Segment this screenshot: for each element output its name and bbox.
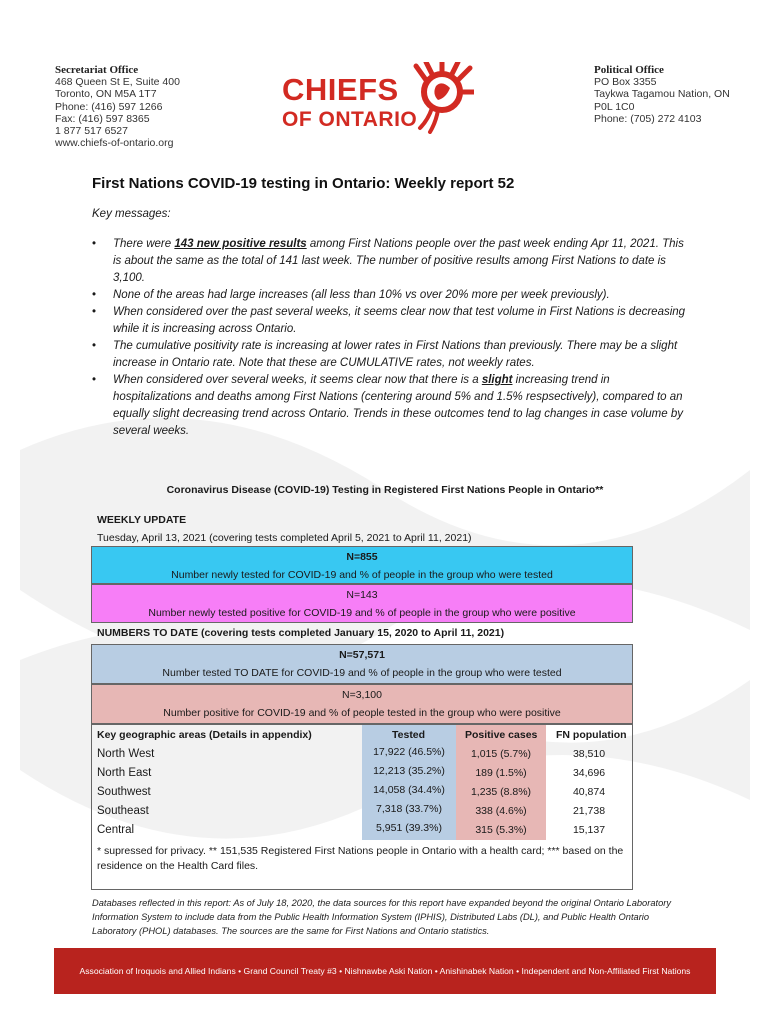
key-message-item: • When considered over the past several weeks, it seems clear now that test volume in First Nations is decreasing while it is increasing across Ontario. [92, 304, 687, 338]
logo-text-of-ontario: OF ONTARIO [282, 108, 418, 131]
table-title: Coronavirus Disease (COVID-19) Testing in Registered First Nations People in Ontario** [166, 484, 604, 496]
emphasis-text: slight [481, 374, 513, 386]
databases-note: Databases reflected in this report: As of July 18, 2020, the data sources for this report have expanded beyond the original Ontario Laboratory Information System to include data from the Public Health Information System (IPHIS), Distributed Labs (DL), and Public Health Ontario Laboratory (PHOL) databases. The sources are the same for First Nations and Ontario statistics. [92, 898, 671, 936]
key-messages-list [92, 236, 687, 440]
phone-line: Phone: (705) 272 4103 [594, 112, 702, 125]
bullet-text: increasing trend in hospitalizations and deaths among First Nations (centering around 5% and 1.5% respsectively), compared to an equally slight decreasing trend across Ontario. Trends in these outcomes tend to lag changes in case volume by several weeks. [113, 374, 683, 437]
header-geographic-areas: Key geographic areas (Details in appendix) [97, 729, 312, 741]
population-value: 15,137 [572, 824, 606, 836]
bullet-text: There were [113, 238, 175, 250]
phone-line: Phone: (416) 597 1266 [55, 100, 163, 113]
feathered-head-emblem-icon [412, 62, 474, 134]
todate-positive-description: Number positive for COVID-19 and % of people tested in the group who were positive [163, 707, 561, 719]
emphasis-text: 143 new positive results [174, 238, 307, 250]
positive-value: 189 (1.5%) [475, 767, 527, 779]
area-name: Central [97, 824, 135, 836]
chiefs-of-ontario-logo [282, 62, 492, 134]
address-line: Toronto, ON M5A 1T7 [55, 88, 157, 101]
area-name: Southeast [97, 805, 149, 817]
tested-value: 14,058 (34.4%) [373, 784, 445, 796]
tested-value: 7,318 (33.7%) [376, 803, 442, 815]
weekly-positive-band [91, 584, 633, 623]
todate-tested-band [91, 644, 633, 684]
weekly-update-label: WEEKLY UPDATE [97, 514, 187, 526]
secretariat-office-label: Secretariat Office [55, 64, 139, 76]
tested-value: 12,213 (35.2%) [373, 765, 445, 777]
secretariat-office-address [55, 64, 180, 149]
member-organizations-footer: Association of Iroquois and Allied Indians • Grand Council Treaty #3 • Nishnawbe Aski Nation • Anishinabek Nation • Independent and Non-Affiliated First Nations [54, 948, 716, 994]
address-line: Taykwa Tagamou Nation, ON [594, 88, 730, 101]
address-line: 468 Queen St E, Suite 400 [55, 76, 180, 89]
todate-tested-count: N=57,571 [339, 649, 385, 661]
weekly-positive-count: N=143 [346, 589, 378, 601]
positive-value: 315 (5.3%) [475, 824, 527, 836]
area-name: Southwest [97, 786, 151, 798]
report-title: First Nations COVID-19 testing in Ontario: Weekly report 52 [92, 175, 515, 192]
population-value: 34,696 [572, 767, 606, 779]
weekly-tested-band [91, 546, 633, 584]
key-message-item: • None of the areas had large increases (all less than 10% vs over 20% more per week previously). [92, 287, 687, 304]
weekly-tested-description: Number newly tested for COVID-19 and % of people in the group who were tested [171, 569, 553, 581]
address-line: PO Box 3355 [594, 76, 657, 89]
header-tested: Tested [392, 729, 426, 741]
population-value: 40,874 [572, 786, 606, 798]
numbers-to-date-label: NUMBERS TO DATE (covering tests completed January 15, 2020 to April 11, 2021) [97, 627, 505, 639]
todate-positive-band [91, 684, 633, 724]
positive-value: 338 (4.6%) [475, 805, 527, 817]
tested-value: 17,922 (46.5%) [373, 746, 445, 758]
key-messages-label: Key messages: [92, 208, 171, 220]
population-value: 21,738 [572, 805, 606, 817]
population-value: 38,510 [572, 748, 606, 760]
key-message-item: • The cumulative positivity rate is increasing at lower rates in First Nations than previously. There may be a slight increase in Ontario rate. Note that these are CUMULATIVE rates, not weekly rates. [92, 338, 687, 372]
weekly-positive-description: Number newly tested positive for COVID-19 and % of people in the group who were positive [148, 607, 576, 619]
table-footnote: * supressed for privacy. ** 151,535 Registered First Nations people in Ontario with a health card; *** based on the residence on the Health Card files. [97, 845, 624, 872]
header-positive-cases: Positive cases [465, 729, 538, 741]
fax-line: Fax: (416) 597 8365 [55, 112, 150, 125]
bullet-text: When considered over several weeks, it seems clear now that there is a [113, 374, 482, 386]
weekly-update-date: Tuesday, April 13, 2021 (covering tests completed April 5, 2021 to April 11, 2021) [97, 532, 472, 544]
positive-value: 1,235 (8.8%) [470, 786, 532, 798]
key-message-item [92, 372, 687, 440]
weekly-tested-count: N=855 [346, 551, 378, 563]
political-office-label: Political Office [594, 64, 664, 76]
key-message-item [92, 236, 687, 287]
positive-value: 1,015 (5.7%) [470, 748, 532, 760]
bullet-text: among First Nations people over the past week ending Apr 11, 2021. This is about the same as the total of 141 last week. The number of positive results among First Nations to date is 3,100. [113, 238, 684, 284]
political-office-address [594, 64, 730, 125]
tested-value: 5,951 (39.3%) [376, 822, 442, 834]
todate-tested-description: Number tested TO DATE for COVID-19 and % of people in the group who were tested [162, 667, 562, 679]
website-link[interactable]: www.chiefs-of-ontario.org [55, 137, 174, 150]
tollfree-line: 1 877 517 6527 [55, 125, 128, 138]
todate-positive-count: N=3,100 [342, 689, 382, 701]
area-name: North East [97, 767, 152, 779]
logo-text-chiefs: CHIEFS [282, 72, 399, 107]
header-fn-population: FN population [556, 729, 627, 741]
area-name: North West [97, 748, 155, 760]
postal-code-line: P0L 1C0 [594, 100, 635, 113]
